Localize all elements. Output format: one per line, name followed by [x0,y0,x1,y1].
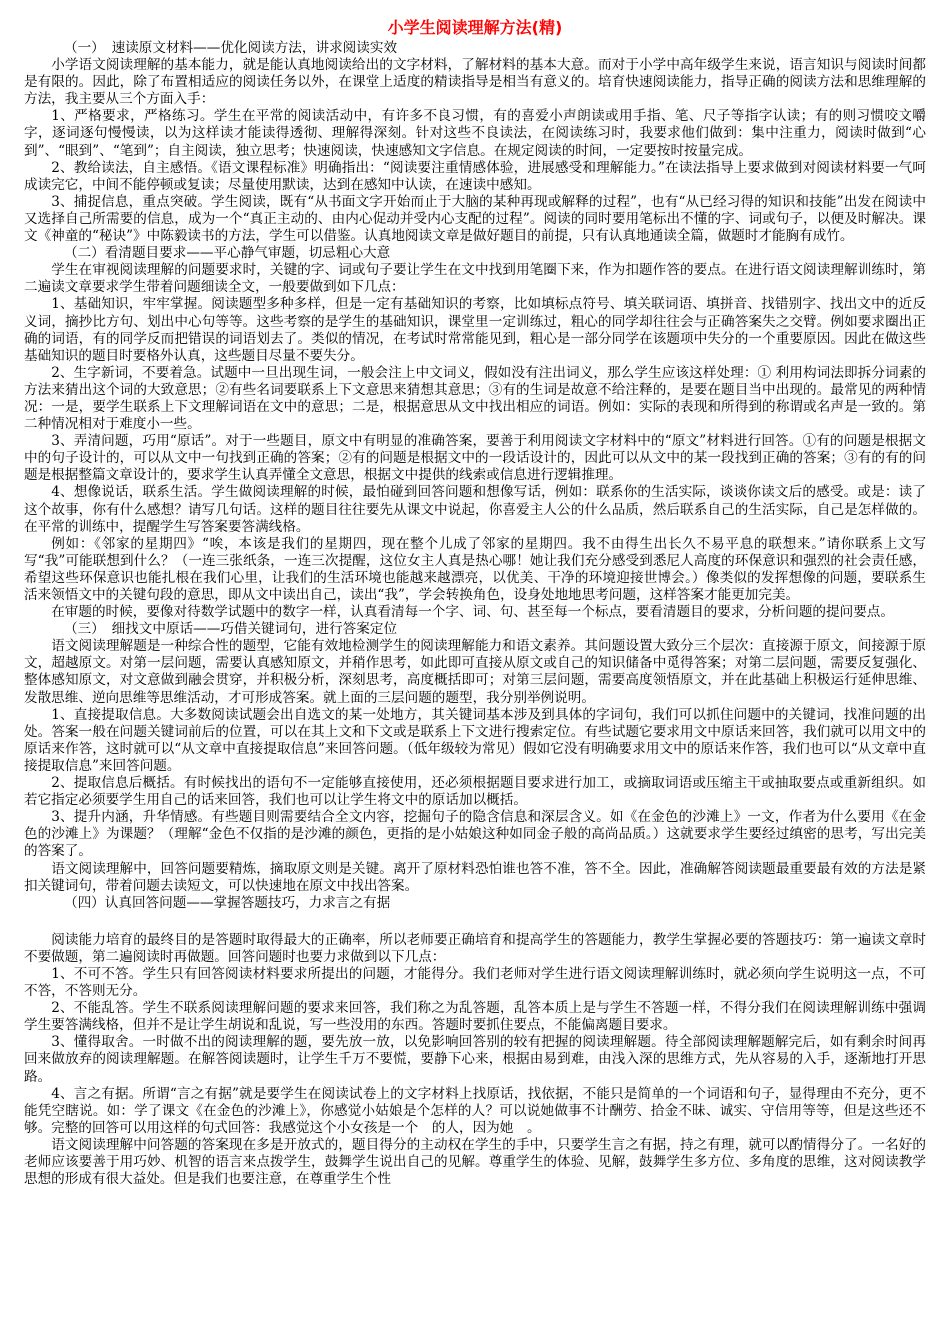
paragraph: 1、不可不答。学生只有回答阅读材料要求所提出的问题，才能得分。我们老师对学生进行语文阅读理解训练时，就必须向学生说明这一点，不可不答，不答则无分。 [24,965,926,1000]
paragraph: 1、直接提取信息。大多数阅读试题会出自选文的某一处地方，其关键词基本涉及到具体的字词句，我们可以抓住问题中的关键词，找准问题的出处。答案一般在问题关键词前后的位置，可以在其上文和下文或是联系上下文进行搜索定位。有些试题它要求用文中原话来回答，我们就可以用文中的原话来作答，这时就可以“从文章中直接提取信息”来回答问题。（低年级较为常见）假如它没有明确要求用文中的原话来作答，我们也可以“从文章中直接提取信息”来回答问题。 [24,706,926,774]
paragraph: 3、捕捉信息，重点突破。学生阅读，既有“从书面文字开始而止于大脑的某种再现或解释的过程”，也有“从已经习得的知识和技能”出发在阅读中又选择自己所需要的信息，成为一个“真正主动的、由内心促动并受内心支配的过程”。阅读的同时要用笔标出不懂的字、词或句子，以便及时解决。课文《神童的“秘诀”》中陈毅读书的方法，学生可以借鉴。认真地阅读文章是做好题目的前提，只有认真地通读全篇，做题时才能胸有成竹。 [24,193,926,245]
section-heading: （二）看清题目要求——平心静气审题，切忌粗心大意 [64,245,391,262]
paragraph: 2、教给读法，自主感悟。《语文课程标准》明确指出：“阅读要注重情感体验，进展感受和理解能力。”在读法指导上要求做到对阅读材料要一气呵成读完它，中间不能停顿或复读；尽量使用默读，达到在感知中认读，在速读中感知。 [24,159,926,193]
paragraph: 3、提升内涵，升华情感。有些题目则需要结合全文内容，挖掘句子的隐含信息和深层含义。如《在金色的沙滩上》一文，作者为什么要用《在金色的沙滩上》为课题？（理解“金色不仅指的是沙滩的颜色，更指的是小姑娘这种如同金子般的高尚品质。）这就要求学生要经过缜密的思考，写出完美的答案了。 [24,809,926,860]
section-3 [24,621,926,895]
blank-line [24,912,926,932]
section-1 [24,40,926,245]
section-heading: （三） 细找文中原话——巧借关键词句，进行答案定位 [64,621,398,638]
section-heading: （一） 速读原文材料——优化阅读方法，讲求阅读实效 [64,40,398,56]
paragraph: 1、严格要求，严格练习。学生在平常的阅读活动中，有许多不良习惯，有的喜爱小声朗读或用手指、笔、尺子等指字认读；有的则习惯咬文嚼字，逐词逐句慢慢读，以为这样读才能读得透彻、理解得深刻。针对这些不良读法，在阅读练习时，我要求他们做到：集中注重力，阅读时做到“心到”、“眼到”、“笔到”；自主阅读，独立思考；快速阅读，快速感知文字信息。在规定阅读的时间，一定要按时按量完成。 [24,108,926,159]
paragraph: 1、基础知识，牢牢掌握。阅读题型多种多样，但是一定有基础知识的考察，比如填标点符号、填关联词语、填拼音、找错别字、找出文中的近反义词，摘抄比方句、划出中心句等等。这些考察的是学生的基础知识，课堂里一定训练过，粗心的同学却往往会与正确答案失之交臂。例如要求圈出正确的词语，有的同学反而把错误的词语划去了。类似的情况，在考试时常常能见到，粗心是一部分同学在该题项中失分的一个重要原因。因此在做这些基础知识的题目时要格外认真，这些题目尽量不要失分。 [24,296,926,364]
section-2 [24,245,926,621]
section-4 [24,895,926,1189]
paragraph: 2、提取信息后概括。有时候找出的语句不一定能够直接使用，还必须根据题目要求进行加工，或摘取词语或压缩主干或抽取要点或重新组织。如若它指定必须要学生用自己的话来回答，我们也可以让学生将文中的原话加以概括。 [24,775,926,809]
section-heading: （四）认真回答问题——掌握答题技巧，力求言之有据 [64,894,391,911]
paragraph: 阅读能力培育的最终目的是答题时取得最大的正确率，所以老师要正确培育和提高学生的答题能力，教学生掌握必要的答题技巧：第一遍读文章时不要做题，第二遍阅读时再做题。回答问题时也要力求做到以下几点： [24,931,926,965]
paragraph: 4、想像说话，联系生活。学生做阅读理解的时候，最怕碰到回答问题和想像写话，例如：联系你的生活实际，谈谈你读文后的感受。或是：读了这个故事，你有什么感想？请写几句话。这样的题目往往要先从课文中说起，你喜爱主人公的什么品质，然后联系自己的生活实际，自己是怎样做的。在平常的训练中，提醒学生写答案要答满线格。 [24,484,926,535]
paragraph: 3、弄清问题，巧用“原话”。对于一些题目，原文中有明显的准确答案，要善于利用阅读文字材料中的“原文”材料进行回答。①有的问题是根据文中的句子设计的，可以从文中一句找到正确的答案；②有的问题是根据文中的一段话设计的，因此可以从文中的某一段找到正确的答案；③有的有的问题是根据整篇文章设计的，要求学生认真弄懂全文意思，根据文中提供的线索或信息进行逻辑推理。 [24,433,926,484]
paragraph: 2、生字新词，不要着急。试题中一旦出现生词，一般会注上中文词义，假如没有注出词义，那么学生应该这样处理：① 利用构词法即拆分词素的方法来猜出这个词的大致意思；②有些名词要联系上下文意思来猜想其意思；③有的生词是故意不给注释的，是要在题目当中出现的。最常见的两种情况：一是，要学生联系上下文理解词语在文中的意思；二是，根据意思从文中找出相应的词语。例如：实际的表现和所得到的称谓或名声是一致的。第二种情况相对于难度小一些。 [24,364,926,433]
paragraph: 例如：《邻家的星期四》“唉，本该是我们的星期四，现在整个儿成了邻家的星期四。我不由得生出长久不易平息的联想来。”请你联系上文写写“我”可能联想到什么？（一连三张纸条，一连三次提醒，这位女主人真是热心哪！她让我们充分感受到悉尼人高度的环保意识和强烈的社会责任感，希望这些环保意识也能扎根在我们心里，让我们的生活环境也能越来越漂亮，以优美、干净的环境迎接世博会。）像类似的发挥想像的问题，要联系生活来领悟文中的关键句段的意思，即从文中读出自己，读出“我”，学会转换角色，设身处地地思考问题，这样答案才能更加完美。 [24,535,926,603]
paragraph: 语文阅读理解中问答题的答案现在多是开放式的，题目得分的主动权在学生的手中，只要学生言之有据，持之有理，就可以酌情得分了。一名好的老师应该要善于用巧妙、机智的语言来点拨学生，鼓舞学生说出自己的见解。尊重学生的体验、见解，鼓舞学生多方位、多角度的思维，这对阅读教学思想的形成有很大益处。但是我们也要注意，在尊重学生个性 [24,1136,926,1188]
paragraph: 语文阅读理解中，回答问题要精炼，摘取原文则是关键。离开了原材料恐怕谁也答不准，答不全。因此，准确解答阅读题最重要最有效的方法是紧扣关键词句，带着问题去读短文，可以快速地在原文中找出答案。 [24,860,926,894]
paragraph: 在审题的时候，要像对待数学试题中的数字一样，认真看清每一个字、词、句、甚至每一个标点，要看清题目的要求，分析问题的提问要点。 [51,604,894,621]
document-title: 小学生阅读理解方法(精) [387,18,563,37]
paragraph: 语文阅读理解题是一种综合性的题型，它能有效地检测学生的阅读理解能力和语文素养。其问题设置大致分三个层次：直接源于原文，间接源于原文，超越原文。对第一层问题，需要认真感知原文，并稍作思考，如此即可直接从原文或自己的知识储备中觅得答案；对第二层问题，需要反复强化、整体感知原文，对文意做到融会贯穿，并积极分析，深刻思考，高度概括即可；对第三层问题，需要高度领悟原文，并在此基础上积极运行延伸思维、发散思维、逆向思维等思维活动，才可形成答案。就上面的三层问题的题型，我分别举例说明。 [24,638,926,706]
paragraph: 小学语文阅读理解的基本能力，就是能认真地阅读给出的文字材料，了解材料的基本大意。而对于小学中高年级学生来说，语言知识与阅读时间都是有限的。因此，除了布置相适应的阅读任务以外，在课堂上适度的精读指导是相当有意义的。培育快速阅读能力，指导正确的阅读方法和思维理解的方法，我主要从三个方面入手： [24,57,926,108]
paragraph: 2、不能乱答。学生不联系阅读理解问题的要求来回答，我们称之为乱答题，乱答本质上是与学生不答题一样，不得分我们在阅读理解训练中强调学生要答满线格，但并不是让学生胡说和乱说，写一些没用的东西。答题时要抓住要点，不能偏离题目要求。 [24,1000,926,1034]
paragraph: 3、懂得取舍。一时做不出的阅读理解的题，要先放一放，以免影响回答别的较有把握的阅读理解题。待全部阅读理解题解完后，如有剩余时间再回来做放弃的阅读理解题。在解答阅读题时，让学生千万不要慌，要静下心来，根据由易到难，由浅入深的思维方式，先从容易的入手，逐渐地打开思路。 [24,1034,926,1085]
paragraph: 学生在审视阅读理解的问题要求时，关键的字、词或句子要让学生在文中找到用笔圈下来，作为扣题作答的要点。在进行语文阅读理解训练时，第二遍读文章要求学生带着问题细读全文，一般要做到如下几点： [24,262,926,296]
paragraph: 4、言之有据。所谓“言之有据”就是要学生在阅读试卷上的文字材料上找原话，找依据，不能只是简单的一个词语和句子，显得理由不充分，更不能凭空瞎说。如：学了课文《在金色的沙滩上》，你感觉小姑娘是个怎样的人？可以说她做事不计酬劳、拾金不昧、诚实、守信用等等，但是这些还不够。完整的回答可以用这样的句式回答：我感觉这个小女孩是一个 的人，因为她 。 [24,1085,926,1136]
